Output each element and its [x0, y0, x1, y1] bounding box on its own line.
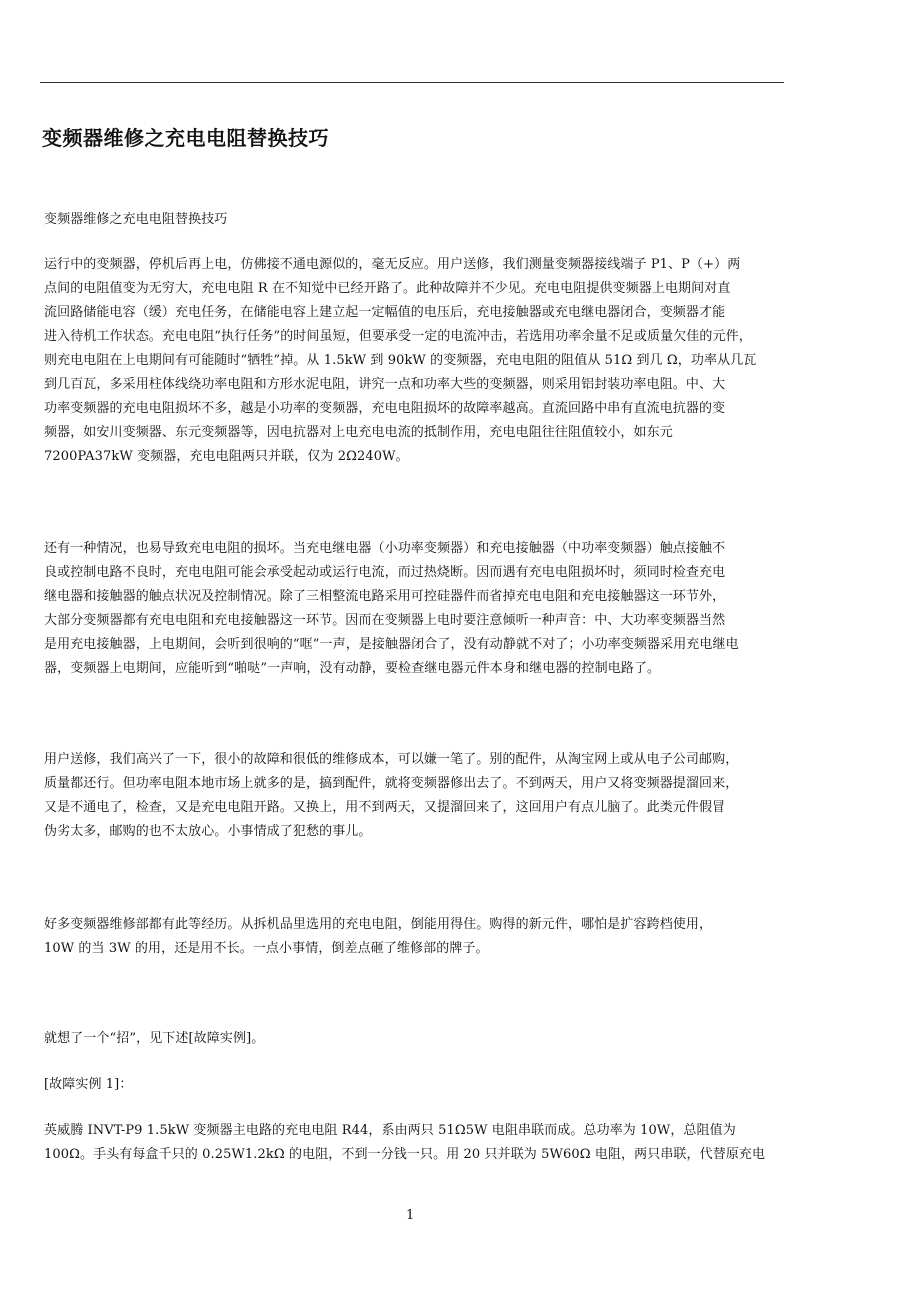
paragraph-3-line: 用户送修，我们高兴了一下，很小的故障和很低的维修成本，可以嫌一笔了。别的配件，从淘宝网上或从电子公司邮购， [44, 752, 739, 767]
paragraph-7-line: 100Ω。手头有每盒千只的 0.25W1.2kΩ 的电阻，不到一分钱一只。用 20 只并联为 5W60Ω 电阻，两只串联，代替原充电 [44, 1147, 766, 1162]
paragraph-1-line: 频器，如安川变频器、东元变频器等，因电抗器对上电充电电流的抵制作用，充电电阻往往阻值较小，如东元 [44, 425, 673, 440]
paragraph-1-line: 流回路储能电容（缓）充电任务，在储能电容上建立起一定幅值的电压后，充电接触器或充电继电器闭合，变频器才能 [44, 305, 726, 320]
paragraph-1-line: 则充电电阻在上电期间有可能随时“牺牲”掉。从 1.5kW 到 90kW 的变频器，充电电阻的阻值从 51Ω 到几 Ω，功率从几瓦 [44, 353, 757, 368]
paragraph-1-line: 运行中的变频器，停机后再上电，仿佛接不通电源似的，毫无反应。用户送修，我们测量变频器接线端子 P1、P（+）两 [44, 257, 741, 272]
paragraph-7-line: 英威腾 INVT-P9 1.5kW 变频器主电路的充电电阻 R44，系由两只 51Ω5W 电阻串联而成。总功率为 10W，总阻值为 [44, 1123, 736, 1138]
paragraph-1-line: 功率变频器的充电电阻损坏不多，越是小功率的变频器，充电电阻损坏的故障率越高。直流回路中串有直流电抗器的变 [44, 401, 726, 416]
paragraph-3-line: 质量都还行。但功率电阻本地市场上就多的是，搞到配件，就将变频器修出去了。不到两天，用户又将变频器提溜回来， [44, 776, 739, 791]
section-subtitle: 变频器维修之充电电阻替换技巧 [44, 212, 228, 227]
paragraph-2-line: 是用充电接触器，上电期间，会听到很响的“哐”一声，是接触器闭合了，没有动静就不对了；小功率变频器采用充电继电 [44, 637, 739, 652]
paragraph-1-line: 点间的电阻值变为无穷大，充电电阻 R 在不知觉中已经开路了。此种故障并不少见。充电电阻提供变频器上电期间对直 [44, 281, 731, 296]
paragraph-1-line: 进入待机工作状态。充电电阻“执行任务”的时间虽短，但要承受一定的电流冲击，若选用功率余量不足或质量欠佳的元件， [44, 329, 752, 344]
page-number: 1 [406, 1208, 415, 1223]
paragraph-2-line: 还有一种情况，也易导致充电电阻的损坏。当充电继电器（小功率变频器）和充电接触器（中功率变频器）触点接触不 [44, 541, 726, 556]
paragraph-5-line: 就想了一个“招”，见下述[故障实例]。 [44, 1031, 265, 1046]
paragraph-4-line: 10W 的当 3W 的用，还是用不长。一点小事情，倒差点砸了维修部的牌子。 [44, 941, 489, 956]
paragraph-2-line: 继电器和接触器的触点状况及控制情况。除了三相整流电路采用可控硅器件而省掉充电电阻和充电接触器这一环节外， [44, 589, 726, 604]
paragraph-2-line: 器，变频器上电期间，应能听到“啪哒”一声响，没有动静，要检查继电器元件本身和继电器的控制电路了。 [44, 661, 661, 676]
paragraph-1-line: 到几百瓦，多采用柱体线绕功率电阻和方形水泥电阻，讲究一点和功率大些的变频器，则采用铝封装功率电阻。中、大 [44, 377, 726, 392]
header-rule [40, 82, 784, 83]
paragraph-4-line: 好多变频器维修部都有此等经历。从拆机品里选用的充电电阻，倒能用得住。购得的新元件，哪怕是扩容跨档使用， [44, 917, 713, 932]
paragraph-2-line: 大部分变频器都有充电电阻和充电接触器这一环节。因而在变频器上电时要注意倾听一种声音：中、大功率变频器当然 [44, 613, 726, 628]
paragraph-1-line: 7200PA37kW 变频器，充电电阻两只并联，仅为 2Ω240W。 [44, 449, 409, 464]
fault-example-heading: [故障实例 1]： [44, 1077, 133, 1092]
paragraph-3-line: 伪劣太多，邮购的也不太放心。小事情成了犯愁的事儿。 [44, 824, 372, 839]
paragraph-3-line: 又是不通电了，检查，又是充电电阻开路。又换上，用不到两天，又提溜回来了，这回用户有点儿脑了。此类元件假冒 [44, 800, 726, 815]
document-title: 变频器维修之充电电阻替换技巧 [42, 126, 329, 150]
paragraph-2-line: 良或控制电路不良时，充电电阻可能会承受起动或运行电流，而过热烧断。因而遇有充电电阻损坏时，须同时检查充电 [44, 565, 726, 580]
